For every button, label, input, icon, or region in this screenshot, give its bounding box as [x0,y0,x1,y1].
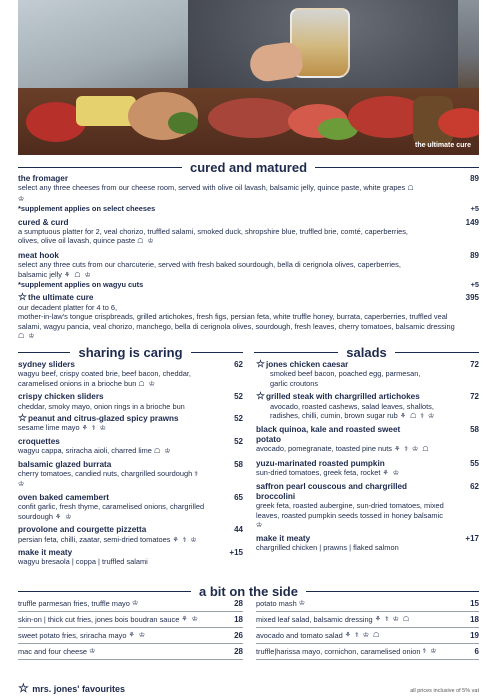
vat-note: all prices inclusive of 5% vat [410,688,479,694]
item-desc [18,469,208,490]
item-price: 55 [470,458,479,468]
dietary-icons: ⚘ ♔ [55,513,73,521]
dietary-icons: ☖ ♔ [18,333,36,341]
menu-item-cured-curd [18,218,479,247]
item-price: 58 [470,425,479,435]
side-item [18,631,243,640]
divider [395,352,479,354]
item-desc [18,446,243,456]
item-desc [18,260,418,280]
menu-item-sydney-sliders [18,360,243,389]
item-desc [18,535,243,545]
divider [256,627,479,628]
menu-item-black-quinoa [256,425,479,454]
menu-item-saffron-couscous [256,482,479,530]
dietary-icons: ⚘ ♔ [181,616,199,623]
divider [18,352,70,354]
item-price: 89 [470,174,479,183]
divider [18,611,243,612]
item-name: yuzu-marinated roasted pumpkin [256,458,385,468]
menu-item-camembert [18,493,243,522]
item-name: oven baked camembert [18,492,110,502]
item-name: make it meaty [18,547,73,557]
note-text: *supplement applies on wagyu cuts [18,280,144,290]
item-desc-text: sesame lime mayo [18,423,80,433]
dietary-icons: ⚘ ⚕ ♔ ☖ [344,632,381,639]
menu-item-chicken-caesar [256,360,479,388]
item-price: 52 [234,392,243,402]
item-desc-text: confit garlic, fresh thyme, caramelised onions, chargrilled sourdough [18,502,205,521]
favourites-legend [18,681,125,695]
item-desc [256,402,441,422]
item-name-text: the ultimate cure [27,293,94,303]
divider [18,659,243,660]
side-item [256,615,479,624]
item-desc [18,502,213,522]
side-item [18,647,243,656]
dietary-icons: ♔ [131,600,140,607]
item-name: provolone and courgette pizzetta [18,525,147,535]
section-salads-header [254,345,479,360]
item-desc-text: avocado, roasted cashews, salad leaves, shallots, radishes, chilli, cumin, brown sugar rub [270,401,434,421]
divider [256,611,479,612]
item-desc [18,303,458,342]
item-desc [18,369,223,389]
item-name: meat hook [18,250,59,260]
section-title: sharing is caring [78,345,183,360]
make-it-meaty-sharing [18,548,243,567]
divider [254,352,338,354]
item-desc [256,468,479,478]
item-name: black quinoa, kale and roasted sweet potato [256,425,401,444]
item-desc: wagyu bresaola | coppa | truffled salami [18,557,148,567]
dietary-icons: ☖ ♔ [153,448,172,456]
section-title: a bit on the side [199,584,298,599]
dietary-icons: ♔ [298,600,307,607]
menu-item-burrata [18,460,243,490]
side-name: mixed leaf salad, balsamic dressing [256,615,373,624]
side-item [256,631,479,640]
hero-caption: the ultimate cure [414,142,471,149]
side-item [18,615,243,624]
dietary-icons: ⚘ ⚕ ♔ [81,425,107,433]
side-name: sweet potato fries, sriracha mayo [18,631,127,640]
item-price: 62 [470,482,479,492]
hero-food-cheese [76,96,136,126]
supplement-note [18,280,479,289]
dietary-icons: ⚕ ♔ [422,648,438,655]
favourite-star-icon: ☆ [18,292,27,304]
side-name: truffle|harissa mayo, cornichon, caramelised onion [256,647,421,656]
dietary-icons: ⚘ ☖ ♔ [64,271,92,279]
item-name: crispy chicken sliders [18,392,104,402]
dietary-icons: ⚘ ♔ [128,632,147,639]
item-name [256,392,479,401]
item-desc [18,183,418,204]
item-desc-text: avocado, pomegranate, toasted pine nuts [256,444,393,454]
cured-list [18,174,479,342]
hero-food-olive [168,112,198,134]
section-cured-header [18,160,479,175]
item-price: 72 [470,360,479,369]
menu-item-pizzetta [18,525,243,545]
menu-item-grilled-steak [256,392,479,421]
item-desc-text: wagyu beef, crispy coated brie, beef bacon, cheddar, caramelised onions in a brioche bun [18,369,191,388]
item-price: 149 [465,217,479,227]
menu-item-spicy-prawns [18,414,243,434]
divider [256,643,479,644]
side-price: 15 [470,599,479,608]
side-price: 18 [470,615,479,624]
menu-item-fromager [18,174,479,214]
item-price: 44 [234,525,243,535]
side-name: avocado and tomato salad [256,631,343,640]
make-it-meaty-salads [256,534,479,553]
favourite-star-icon: ☆ [18,413,27,425]
item-name-text: jones chicken caesar [265,360,349,369]
dietary-icons: ☖ ♔ [18,185,415,203]
salads-list [256,360,479,552]
favourite-star-icon: ☆ [256,391,265,403]
divider [18,627,243,628]
divider [306,591,479,593]
sharing-list [18,360,243,567]
item-desc: cheddar, smoky mayo, onion rings in a brioche bun [18,401,185,411]
item-name: balsamic glazed burrata [18,459,112,469]
dietary-icons: ☖ ♔ [138,380,156,388]
item-desc [18,227,418,247]
item-desc-text: cherry tomatoes, candied nuts, chargrilled sourdough [18,469,193,479]
item-name: croquettes [18,436,60,446]
dietary-icons: ⚘ ☖ ⚕ ♔ [399,413,436,421]
item-desc [18,423,243,433]
item-price: 72 [470,392,479,402]
supplement-note [18,204,479,213]
side-price: 6 [474,647,479,656]
item-name-text: peanut and citrus-glazed spicy prawns [27,414,179,424]
item-name: make it meaty [256,533,311,543]
item-desc-text: persian feta, chilli, zaatar, semi-dried tomatoes [18,534,171,544]
dietary-icons: ☖ ♔ [137,238,155,246]
item-name [256,360,479,369]
item-desc [256,444,446,454]
side-name: skin-on | thick cut fries, jones bois boudran sauce [18,615,180,624]
side-price: 28 [234,647,243,656]
divider [256,659,479,660]
item-price: 52 [234,414,243,424]
side-price: 28 [234,599,243,608]
item-desc-text: a sumptuous platter for 2, veal chorizo, truffled salami, smoked duck, shropshire blue, truffled brie, comté, caperberries, olives, olive oil lavash, quince paste [18,227,408,246]
side-price: 19 [470,631,479,640]
dietary-icons: ⚘ ⚕ ♔ ☖ [374,616,411,623]
dietary-icons: ⚘ ⚕ ♔ ☖ [394,446,430,454]
divider [315,167,479,169]
side-item [256,599,479,608]
item-price: 52 [234,436,243,446]
divider [18,643,243,644]
item-desc-text: sun-dried tomatoes, greek feta, rocket [256,468,381,478]
note-price: +5 [470,280,479,290]
side-price: 26 [234,631,243,640]
item-price: 58 [234,459,243,469]
item-name: cured & curd [18,217,69,227]
section-title: salads [346,345,387,360]
section-side-header [18,584,479,599]
side-name: potato mash [256,599,297,608]
item-price: 89 [470,250,479,260]
menu-item-yuzu-pumpkin [256,459,479,479]
hero-food-salami [208,98,298,138]
dietary-icons: ⚘ ♔ [382,470,401,478]
dietary-icons: ⚘ ⚕ ♔ [172,536,198,544]
hero-window [18,0,188,100]
side-item [18,599,243,608]
item-name [18,293,479,302]
favourites-label: mrs. jones' favourites [32,684,125,694]
item-desc: smoked beef bacon, poached egg, parmesan, garlic croutons [270,369,421,388]
note-text: *supplement applies on select cheeses [18,204,156,214]
item-desc: chargrilled chicken | prawns | flaked salmon [256,542,399,552]
item-name: sydney sliders [18,360,75,369]
item-desc [256,501,446,530]
favourite-star-icon: ☆ [18,681,29,695]
menu-item-chicken-sliders [18,392,243,411]
item-price: 395 [465,293,479,303]
item-desc-text: greek feta, roasted aubergine, sun-dried tomatoes, mixed leaves, roasted pumpkin seeds tossed in honey balsamic [256,501,444,520]
dietary-icons: ♔ [89,648,97,655]
menu-item-ultimate-cure [18,293,479,341]
item-name: saffron pearl couscous and chargrilled broccolini [256,482,408,501]
divider [18,591,191,593]
dietary-icons: ⚕ ♔ [18,471,200,489]
divider [18,167,182,169]
item-price: 62 [234,360,243,369]
favourite-star-icon: ☆ [256,359,265,370]
item-desc-text: wagyu cappa, sriracha aioli, charred lime [18,446,152,456]
hero-image [18,0,479,155]
section-sharing-header [18,345,243,360]
item-price: +15 [229,547,243,557]
item-price: 65 [234,492,243,502]
item-name-text: grilled steak with chargrilled artichokes [265,392,420,402]
side-name: truffle parmesan fries, truffle mayo [18,599,130,608]
item-name [18,414,243,423]
item-name: the fromager [18,174,69,183]
section-title: cured and matured [189,160,308,175]
item-price: +17 [465,533,479,543]
item-desc-text: select any three cuts from our charcuterie, served with fresh baked sourdough, bella di cerignola olives, caperberries, balsamic jelly [18,260,401,279]
side-price: 18 [234,615,243,624]
menu-item-meat-hook [18,251,479,290]
menu-item-croquettes [18,437,243,457]
side-item [256,647,479,656]
dietary-icons: ♔ [256,522,264,530]
note-price: +5 [470,204,479,214]
item-desc-text: our decadent platter for 4 to 6, mother-in-law's tongue crispbreads, grilled artichokes, fresh figs, persian feta, white truffle honey, burrata, caperberries, truffled veal salami, wagyu pancia, veal chorizo, manchego, bella di cerignola olives, sourdough, fresh leaves, cherry tomatoes, balsamic dressing [18,302,455,331]
item-desc-text: select any three cheeses from our cheese room, served with olive oil lavash, balsamic jelly, quince paste, white grapes [18,183,406,193]
side-name: mac and four cheese [18,647,88,656]
divider [191,352,243,354]
